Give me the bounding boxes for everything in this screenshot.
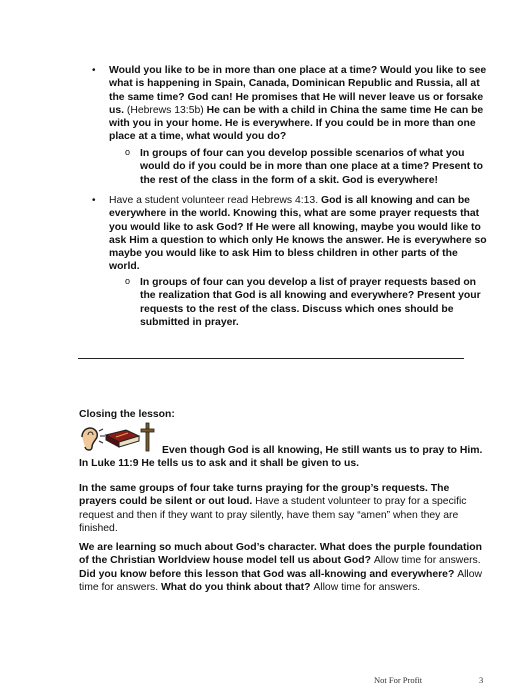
sub-item-2 — [125, 276, 490, 329]
footer-label: Not For Profit — [374, 675, 423, 685]
page-number: 3 — [479, 675, 484, 685]
closing-intro: Even though God is all knowing, He still wants us to pray to Him. In Luke 11:9 He tells us to ask and it shall be given to us. — [79, 445, 483, 470]
closing-reflection-paragraph: We are learning so much about God’s character. What does the purple foundation of the Christian Worldview house model tell us about God? Allow time for answers. Did you know before this lesson that God was all-knowing and everywhere? Allow time for answers. What do you think about that? Allow time for answers. — [79, 542, 483, 593]
bullet-marker: • — [92, 195, 96, 206]
closing-title: Closing the lesson: — [79, 409, 175, 420]
sub-item-text: In groups of four can you develop possible scenarios of what you would do if you could be in more than one place at a time? Present to the rest of the class in the form of a skit. God is everywhere! — [140, 148, 483, 186]
section-divider — [78, 358, 464, 359]
sub-item-1 — [125, 147, 490, 187]
bullet-text: Would you like to be in more than one place at a time? Would you like to see what is happening in Spain, Canada, Dominican Republic and Russia, all at the same time? God can! He promises that He will never leave us or forsake us. (Hebrews 13:5b) He can be with a child in China the same time He can be with you in your home. He is everywhere. If you could be in more than one place at a time, what would you do? — [109, 65, 487, 143]
sub-bullet-marker: o — [125, 276, 131, 286]
closing-prayer-paragraph: In the same groups of four take turns praying for the group’s requests. The prayers could be silent or out loud. Have a student volunteer to pray for a specific request and then if they want to pray silently, have them say “amen” when they are finished. — [79, 483, 467, 534]
bullet-item-1 — [92, 64, 489, 144]
bullet-marker: • — [92, 65, 96, 76]
sub-bullet-marker: o — [125, 147, 131, 157]
sub-item-text: In groups of four can you develop a list of prayer requests based on the realization that God is all knowing and everywhere? Present your requests to the rest of the class. Discuss which ones should be submitted in prayer. — [140, 277, 481, 328]
bullet-item-2 — [92, 194, 489, 274]
bullet-text: Have a student volunteer read Hebrews 4:13. God is all knowing and can be everywhere in the world. Knowing this, what are some prayer requests that you would like to ask God? If He were all knowing, maybe you would like to ask Him a question to which only He knows the answer. He is everywhere so maybe you would like to ask Him to bless children in other parts of the world. — [109, 195, 487, 273]
